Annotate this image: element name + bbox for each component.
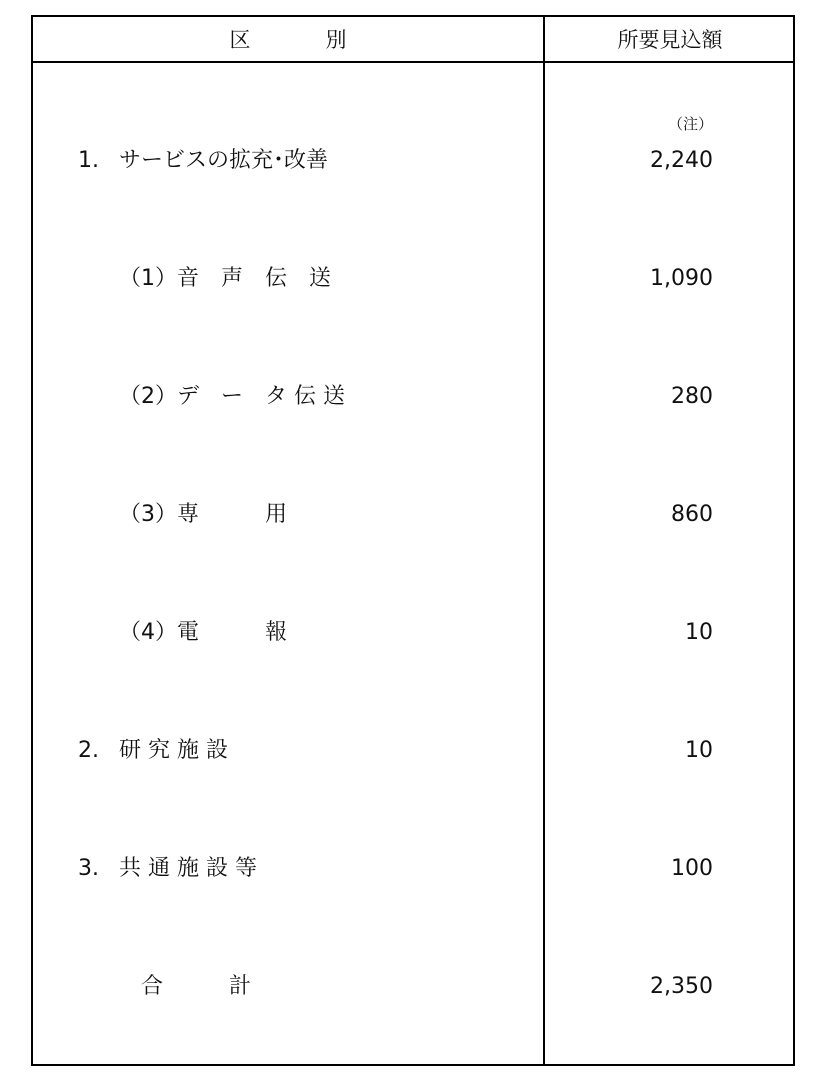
row-label: 研 究 施 設: [119, 738, 228, 763]
row-amount: 860: [671, 502, 713, 527]
row-amount: 100: [671, 856, 713, 881]
table-row: [33, 731, 793, 771]
total-row: [33, 967, 793, 1007]
row-label: 共 通 施 設 等: [119, 856, 257, 881]
row-amount: 10: [685, 738, 713, 763]
row-amount: 280: [671, 384, 713, 409]
budget-table: [31, 15, 795, 1066]
table-row: [33, 849, 793, 889]
row-number: 1.: [78, 148, 99, 173]
row-label: （4）電 報: [119, 620, 287, 645]
header-divider: [33, 61, 793, 63]
row-amount: 1,090: [650, 266, 713, 291]
row-label: （2）デ ー タ 伝 送: [119, 384, 345, 409]
row-number: 3.: [78, 856, 99, 881]
header-category: [33, 17, 543, 61]
row-amount: 10: [685, 620, 713, 645]
table-row: [33, 259, 793, 299]
row-label: サービスの拡充･改善: [119, 148, 329, 173]
header-category-part1: 区: [229, 28, 251, 52]
row-amount: 2,240: [650, 148, 713, 173]
header-category-part2: 別: [325, 28, 347, 52]
note-label: （注）: [667, 115, 713, 133]
total-label: 合 計: [119, 974, 252, 999]
table-row: [33, 141, 793, 181]
row-number: 2.: [78, 738, 99, 763]
row-label: （1）音 声 伝 送: [119, 266, 331, 291]
table-row: [33, 495, 793, 535]
total-amount: 2,350: [650, 974, 713, 999]
table-row: [33, 377, 793, 417]
row-label: （3）専 用: [119, 502, 287, 527]
header-amount: 所要見込額: [617, 28, 723, 52]
table-row: [33, 613, 793, 653]
